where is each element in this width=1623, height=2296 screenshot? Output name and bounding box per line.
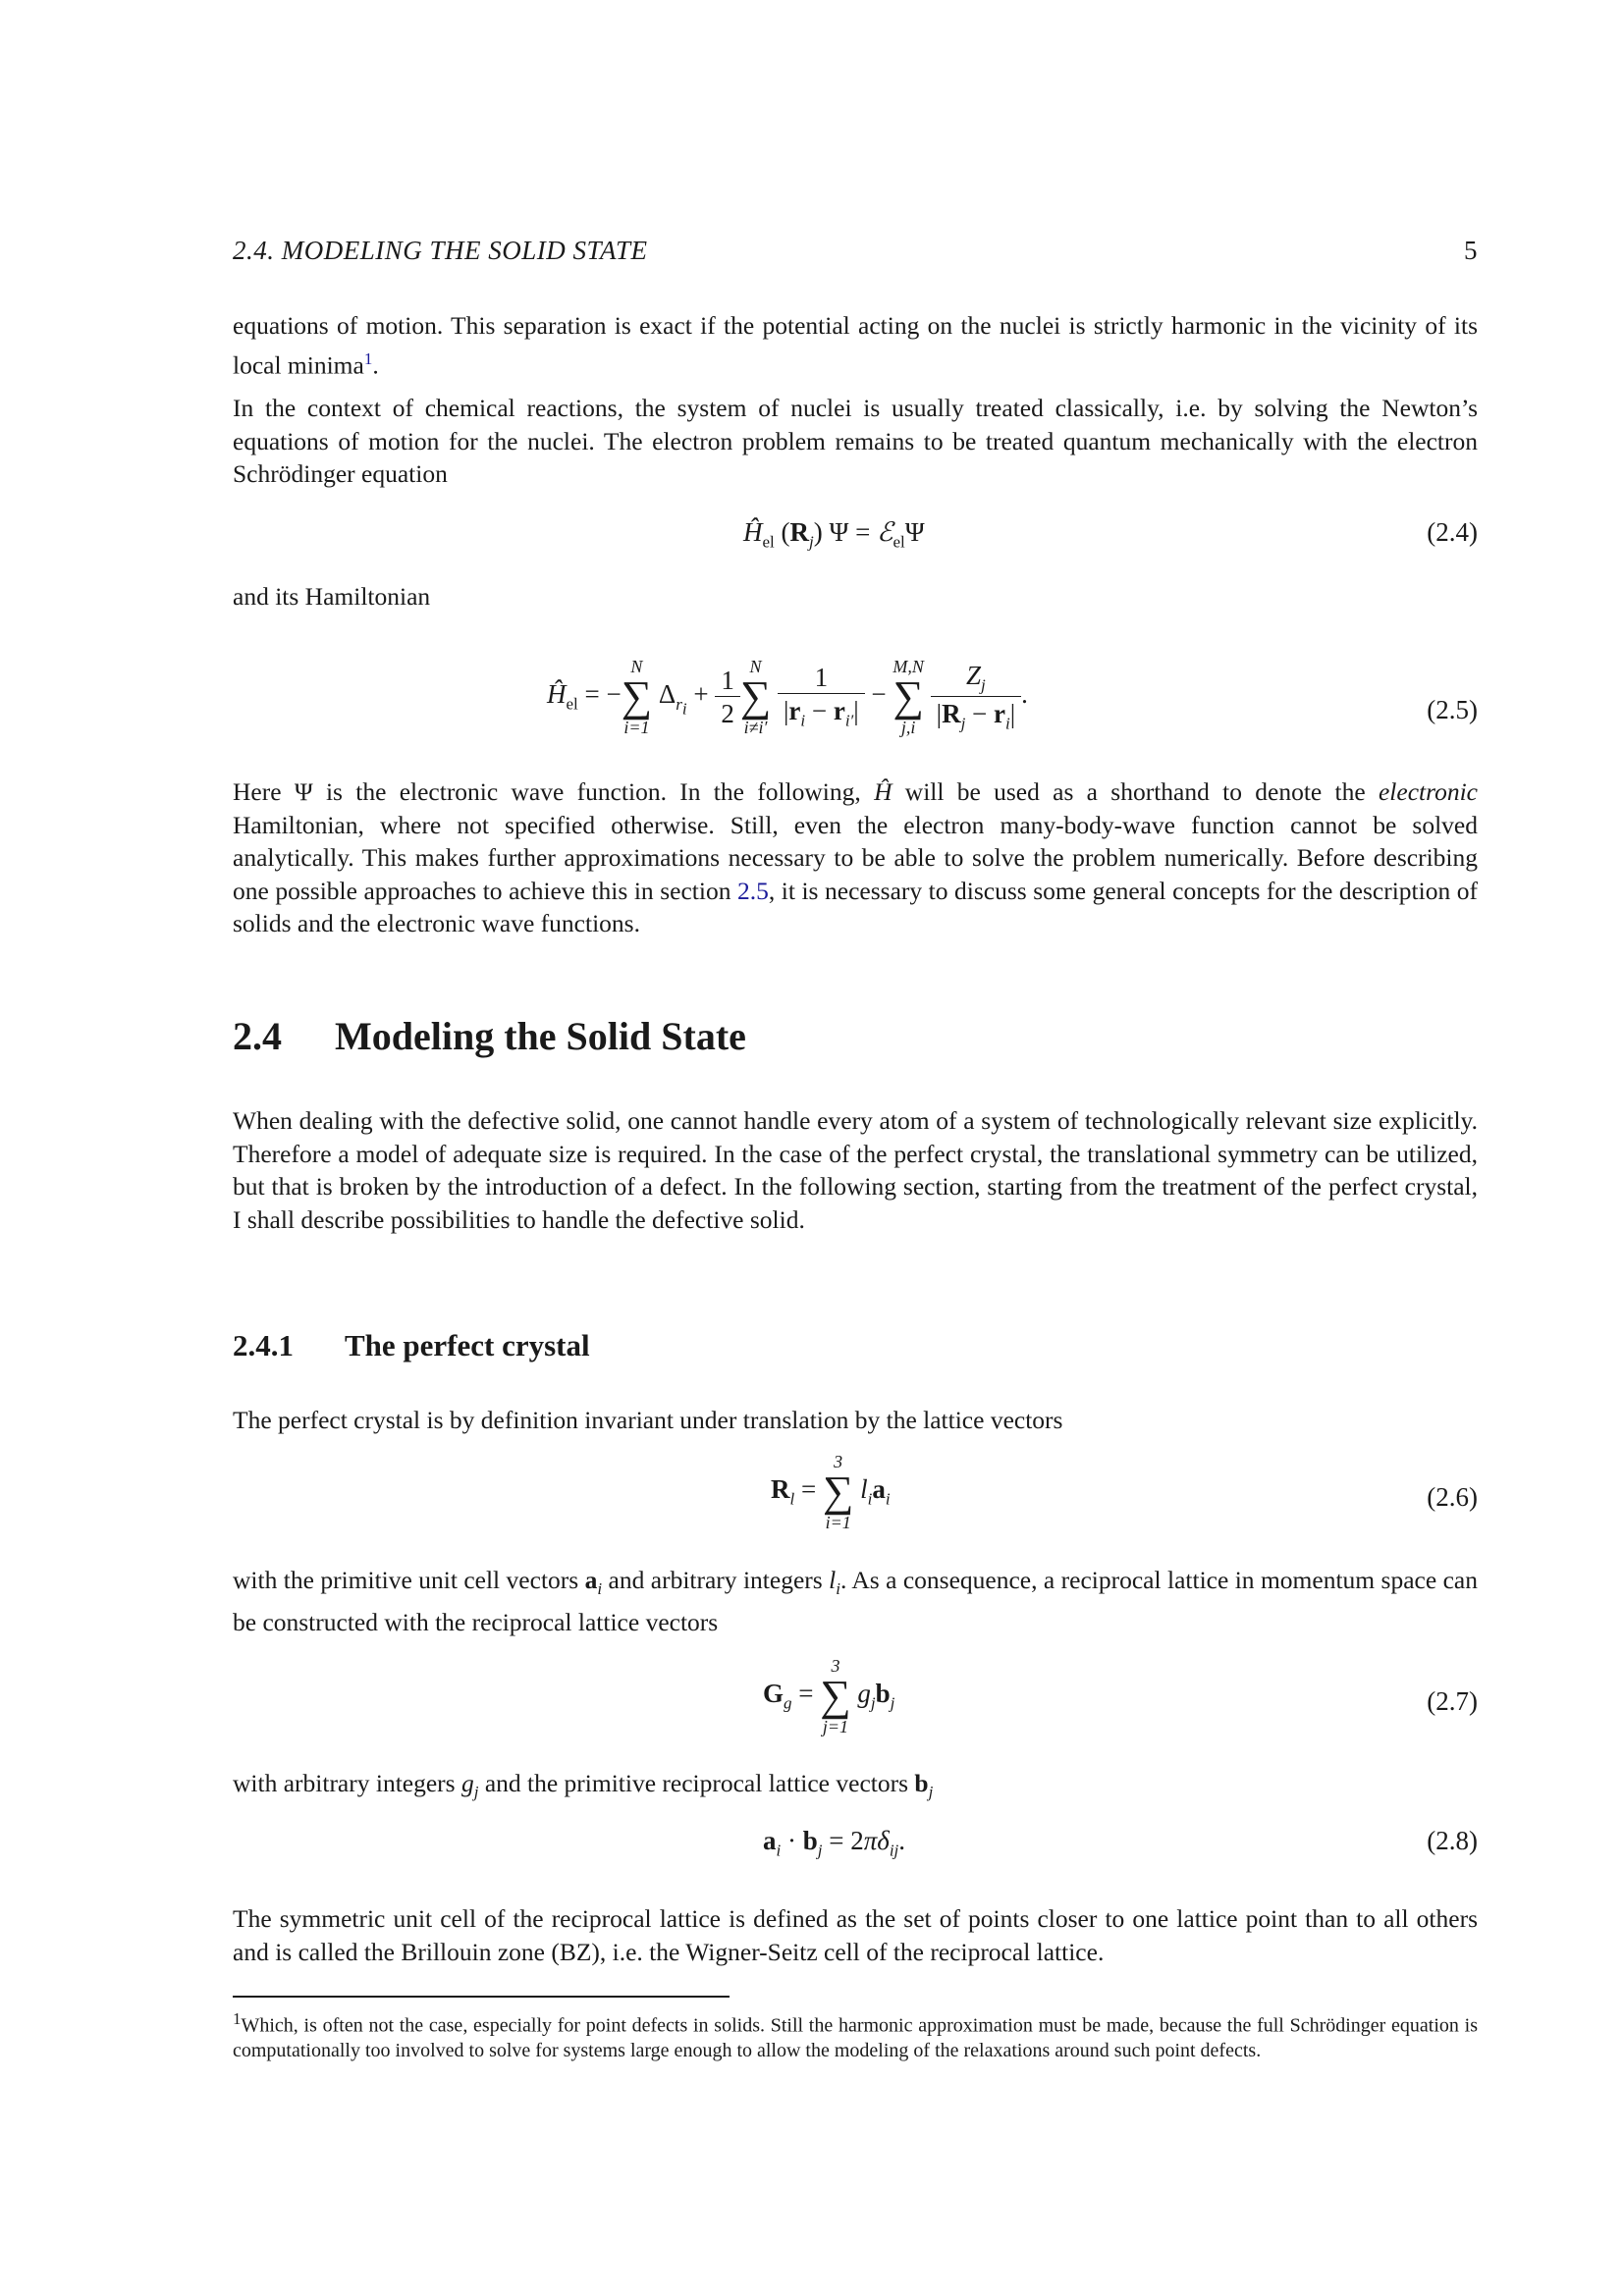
paragraph-6: The perfect crystal is by definition invariant under translation by the lattice vectors [233, 1406, 1063, 1434]
subsection-number: 2.4.1 [233, 1328, 294, 1362]
footnote-rule [233, 1996, 730, 1998]
subsection-title: The perfect crystal [345, 1328, 590, 1362]
footnote-ref-1[interactable]: 1 [363, 348, 373, 368]
section-ref-link[interactable]: 2.5 [736, 876, 769, 905]
equation-2-8: $a_i \cdot b_j = 2\pi\delta_{ij}$. (2.8) [763, 1826, 1478, 1860]
equation-number: (2.5) [1427, 695, 1478, 724]
section-number: 2.4 [233, 1014, 282, 1058]
section-heading [233, 1013, 746, 1059]
equation-2-5: $Ĥ_{el}$ = − N ∑ i=1 $\Delta_{r_i}$ + $\frac{1}{2}$ N ∑ i≠i′ $\frac{1}{|r_i - r_{i'}|}$ − M,N ∑ j,i $\frac{Z_j}{|R_j - r_i|}$ . (2.5) [547, 657, 1478, 737]
section-title: Modeling the Solid State [335, 1014, 746, 1058]
equation-2-6: $R_l$ = 3 ∑ i=1 $l_ia_i$ (2.6) [771, 1452, 1478, 1532]
paragraph-5: When dealing with the defective solid, one cannot handle every atom of a system of technologically relevant size explicitly. Therefore a model of adequate size is required. In the case of the perfect crystal, the translational symmetry can be utilized, but that is broken by the introduction of a defect. In the following section, starting from the treatment of the perfect crystal, I shall describe possibilities to handle the defective solid. [233, 1106, 1478, 1234]
footnote-text: Which, is often not the case, especially for point defects in solids. Still the harmonic approximation must be made, because the full Schrödinger equation is computationally too involved to solve for systems large enough to allow the modeling of the relaxations around such point defects. [233, 2014, 1478, 2062]
paragraph-3: and its Hamiltonian [233, 582, 431, 611]
paragraph-4: Here Ψ is the electronic wave function. In the following, Ĥ will be used as a shorthand to denote the electronic Hamiltonian, where not specified otherwise. Still, even the electron many-body-wave function cannot be solved analytically. This makes further approximations necessary to be able to solve the problem numerically. Before describing one possible approaches to achieve this in section 2.5, it is necessary to discuss some general concepts for the description of solids and the electronic wave functions. [233, 777, 1478, 937]
equation-number: (2.7) [1427, 1686, 1478, 1716]
equation-number: (2.6) [1427, 1482, 1478, 1512]
subsection-heading [233, 1328, 590, 1363]
running-head [233, 236, 1478, 266]
paper-page [233, 0, 1478, 2296]
paragraph-2: In the context of chemical reactions, the system of nuclei is usually treated classically, i.e. by solving the Newton’s equations of motion for the nuclei. The electron problem remains to be treated quantum mechanically with the electron Schrödinger equation [233, 394, 1478, 488]
paragraph-1: equations of motion. This separation is exact if the potential acting on the nuclei is strictly harmonic in the vicinity of its local minima$^1$. [233, 311, 1478, 379]
equation-2-4: $Ĥ_{el}$ $(R_j) \Psi$ = ℰ$_{el}$Ψ (2.4) [743, 517, 1478, 552]
paragraph-9: The symmetric unit cell of the reciprocal lattice is defined as the set of points closer to one lattice point than to all others and is called the Brillouin zone (BZ), i.e. the Wigner-Seitz cell of the reciprocal lattice. [233, 1904, 1478, 1966]
paragraph-7: with the primitive unit cell vectors $a_i$ and arbitrary integers $l_i$. As a consequence, a reciprocal lattice in momentum space can be constructed with the reciprocal lattice vectors [233, 1566, 1478, 1636]
paragraph-8: with arbitrary integers $g_j$ and the primitive reciprocal lattice vectors $b_j$ [233, 1769, 934, 1802]
running-head-title: 2.4. MODELING THE SOLID STATE [233, 236, 648, 265]
equation-2-7: $G_g$ = 3 ∑ j=1 $g_jb_j$ (2.7) [763, 1656, 1478, 1736]
page-number: 5 [1464, 236, 1478, 265]
footnote [233, 2006, 1478, 2064]
equation-number: (2.8) [1427, 1826, 1478, 1855]
footnote-mark: 1 [233, 2009, 242, 2028]
equation-number: (2.4) [1427, 517, 1478, 547]
